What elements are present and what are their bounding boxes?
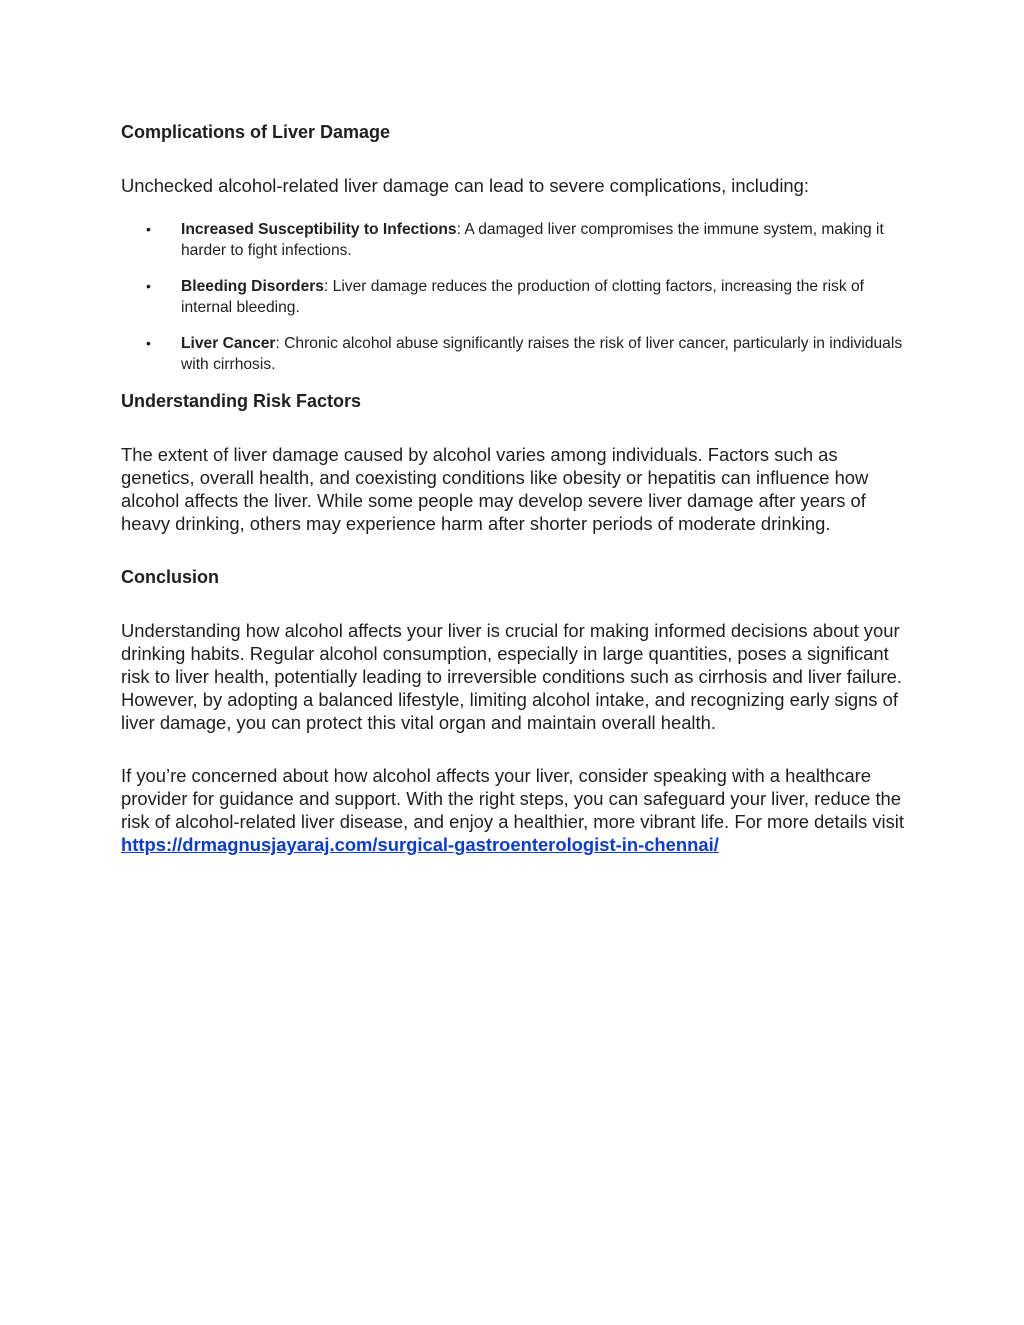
risk-factors-paragraph: The extent of liver damage caused by alcohol varies among individuals. Factors such as genetics, overall health, and coexisting conditions like obesity or hepatitis can influence how alcohol affects the liver. While some people may develop severe liver damage after years of heavy drinking, others may experience harm after shorter periods of moderate drinking. bbox=[121, 444, 869, 534]
complications-list bbox=[121, 219, 911, 375]
bullet-icon: • bbox=[146, 278, 151, 294]
bullet-icon: • bbox=[146, 221, 151, 237]
list-item-term: Increased Susceptibility to Infections bbox=[181, 221, 457, 238]
document-page bbox=[121, 120, 911, 856]
bullet-icon: • bbox=[146, 335, 151, 351]
conclusion-paragraph: Understanding how alcohol affects your liver is crucial for making informed decisions about your drinking habits. Regular alcohol consumption, especially in large quantities, poses a significant risk to liver health, potentially leading to irreversible conditions such as cirrhosis and liver failure. However, by adopting a balanced lifestyle, limiting alcohol intake, and recognizing early signs of liver damage, you can protect this vital organ and maintain overall health. bbox=[121, 620, 902, 733]
closing-paragraph bbox=[121, 764, 911, 856]
section-heading-risk-factors: Understanding Risk Factors bbox=[121, 391, 362, 411]
doctor-website-link[interactable]: https://drmagnusjayaraj.com/surgical-gastroenterologist-in-chennai/ bbox=[121, 834, 719, 855]
section-heading-conclusion: Conclusion bbox=[121, 567, 219, 587]
complications-intro: Unchecked alcohol-related liver damage can lead to severe complications, including: bbox=[121, 175, 809, 196]
closing-paragraph-text: If you’re concerned about how alcohol affects your liver, consider speaking with a healthcare provider for guidance and support. With the right steps, you can safeguard your liver, reduce the risk of alcohol-related liver disease, and enjoy a healthier, more vibrant life. For more details visit bbox=[121, 765, 904, 832]
list-item-term: Liver Cancer bbox=[181, 335, 276, 352]
list-item bbox=[121, 219, 911, 261]
list-item-text: : Chronic alcohol abuse significantly raises the risk of liver cancer, particularly in individuals with cirrhosis. bbox=[181, 335, 903, 373]
list-item bbox=[121, 276, 911, 318]
list-item-text: : A damaged liver compromises the immune system, making it harder to fight infections. bbox=[181, 221, 884, 259]
list-item-text: : Liver damage reduces the production of clotting factors, increasing the risk of internal bleeding. bbox=[181, 278, 864, 316]
section-heading-complications: Complications of Liver Damage bbox=[121, 122, 391, 142]
list-item-term: Bleeding Disorders bbox=[181, 278, 324, 295]
list-item bbox=[121, 333, 911, 375]
